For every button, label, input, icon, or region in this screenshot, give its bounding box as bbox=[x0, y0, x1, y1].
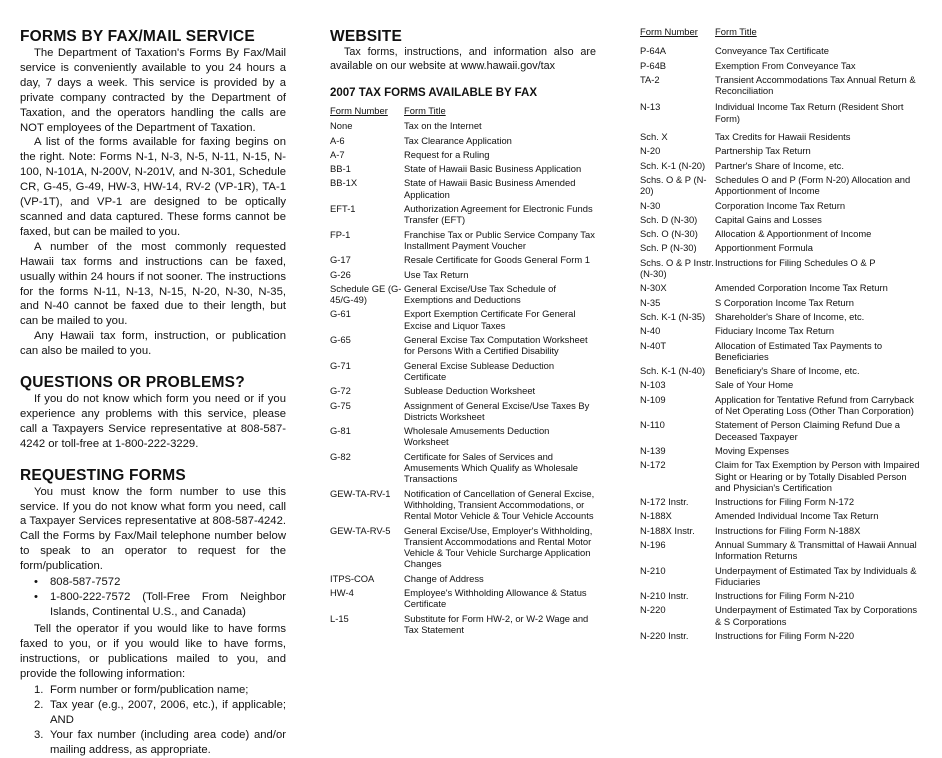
form-title-cell: Exemption From Conveyance Tax bbox=[715, 59, 856, 71]
form-title-cell: Resale Certificate for Goods General Form 1 bbox=[404, 254, 591, 266]
form-number-cell: BB-1X bbox=[330, 177, 358, 189]
heading-forms-by-fax-mail: FORMS BY FAX/MAIL SERVICE bbox=[20, 28, 255, 45]
table-row bbox=[640, 96, 922, 124]
table-row bbox=[640, 157, 922, 171]
form-number-cell: Sch. K-1 (N-40) bbox=[640, 365, 706, 377]
table-row bbox=[330, 357, 596, 383]
form-number-cell: Sch. K-1 (N-20) bbox=[640, 159, 706, 171]
form-title-cell: Transient Accommodations Tax Annual Return & Reconciliation bbox=[715, 73, 916, 97]
table-header-row bbox=[330, 105, 596, 116]
form-title-cell: Allocation of Estimated Tax Payments to Beneficiaries bbox=[715, 339, 883, 362]
heading-questions: QUESTIONS OR PROBLEMS? bbox=[20, 374, 245, 392]
table-row bbox=[640, 601, 922, 627]
form-title-cell: Instructions for Filing Form N-172 bbox=[715, 496, 855, 508]
list-item: 2. Tax year (e.g., 2007, 2006, etc.), if applicable; AND bbox=[34, 699, 286, 727]
bullet-icon: • bbox=[34, 576, 38, 589]
form-number-cell: N-220 Instr. bbox=[640, 630, 689, 642]
table-row bbox=[640, 507, 922, 521]
form-number-cell: N-20 bbox=[640, 145, 661, 157]
table-row bbox=[640, 294, 922, 308]
form-title-cell: General Excise Tax Computation Worksheet for Persons With a Certified Disability bbox=[404, 334, 588, 357]
form-number-cell: L-15 bbox=[330, 612, 349, 624]
form-title-cell: Moving Expenses bbox=[715, 444, 789, 456]
list-item: 1. Form number or form/publication name; bbox=[34, 684, 249, 697]
form-title-cell: Sale of Your Home bbox=[715, 379, 794, 391]
form-number-cell: A-6 bbox=[330, 134, 345, 146]
form-number-cell: Schs. O & P (N-20) bbox=[640, 173, 707, 197]
table-row bbox=[640, 71, 922, 97]
table-row bbox=[640, 124, 922, 142]
form-number-cell: N-188X bbox=[640, 510, 672, 522]
form-title-cell: Allocation & Apportionment of Income bbox=[715, 228, 872, 240]
form-number-cell: N-220 bbox=[640, 604, 666, 616]
table-row bbox=[330, 200, 596, 226]
table-row bbox=[330, 610, 596, 636]
form-title-cell: Request for a Ruling bbox=[404, 148, 490, 160]
heading-requesting-forms: REQUESTING FORMS bbox=[20, 466, 186, 484]
table-row bbox=[640, 171, 922, 197]
form-number-cell: GEW-TA-RV-1 bbox=[330, 487, 391, 499]
form-title-cell: Notification of Cancellation of General Excise, Withholding, Transient Accommodations, or Rental Motor Vehicle & Tour Vehicle Accounts bbox=[404, 487, 595, 522]
heading-website: WEBSITE bbox=[330, 28, 403, 45]
table-row bbox=[640, 211, 922, 225]
column-header-form-number: Form Number bbox=[640, 26, 698, 37]
form-number-cell: N-210 Instr. bbox=[640, 590, 689, 602]
form-title-cell: Tax Credits for Hawaii Residents bbox=[715, 131, 851, 143]
table-row bbox=[330, 226, 596, 252]
table-row bbox=[640, 225, 922, 239]
form-number-cell: N-13 bbox=[640, 101, 661, 113]
phone-number: 1-800-222-7572 (Toll-Free From Neighbor Islands, Continental U.S., and Canada) bbox=[50, 591, 286, 618]
fax-forms-table-continued bbox=[640, 26, 922, 641]
form-title-cell: Authorization Agreement for Electronic Funds Transfer (EFT) bbox=[404, 203, 593, 226]
form-number-cell: None bbox=[330, 120, 353, 132]
paragraph-website: Tax forms, instructions, and information also are available on our website at www.hawaii.gov/tax bbox=[330, 46, 596, 72]
form-title-cell: Apportionment Formula bbox=[715, 242, 813, 254]
form-number-cell: N-30 bbox=[640, 199, 661, 211]
form-title-cell: Wholesale Amusements Deduction Worksheet bbox=[404, 425, 550, 448]
paragraph-service-description: The Department of Taxation's Forms By Fax/Mail service is conveniently available to you 24 hours a day, 7 days a week. This service is provided by a private company contracted by the Department of Taxation, and the operators handling the calls are NOT employees of the Department of Taxation. bbox=[20, 47, 286, 134]
column-website-and-forms bbox=[330, 0, 596, 635]
table-row bbox=[640, 142, 922, 156]
form-number-cell: N-188X Instr. bbox=[640, 524, 695, 536]
form-number-cell: Schs. O & P Instr. (N-30) bbox=[640, 256, 714, 280]
form-title-cell: Conveyance Tax Certificate bbox=[715, 45, 829, 57]
form-title-cell: Export Exemption Certificate For General Excise and Liquor Taxes bbox=[404, 308, 576, 331]
table-row bbox=[330, 448, 596, 485]
form-number-cell: N-103 bbox=[640, 379, 666, 391]
form-title-cell: Instructions for Filing Form N-210 bbox=[715, 590, 855, 602]
column-header-form-number: Form Number bbox=[330, 105, 388, 116]
form-number-cell: G-82 bbox=[330, 450, 351, 462]
form-number-cell: N-40 bbox=[640, 325, 661, 337]
table-row bbox=[330, 132, 596, 146]
table-row bbox=[330, 251, 596, 265]
form-number-cell: GEW-TA-RV-5 bbox=[330, 524, 391, 536]
table-row bbox=[640, 522, 922, 536]
table-row bbox=[330, 280, 596, 306]
phone-number-list bbox=[20, 575, 286, 620]
table-row bbox=[640, 562, 922, 588]
form-number-cell: Schedule GE (G-45/G-49) bbox=[330, 282, 402, 306]
form-title-cell: Instructions for Filing Schedules O & P bbox=[715, 256, 876, 268]
table-row bbox=[330, 331, 596, 357]
phone-number: 808-587-7572 bbox=[50, 576, 121, 589]
form-number-cell: N-30X bbox=[640, 282, 667, 294]
form-number-cell: N-172 bbox=[640, 459, 666, 471]
form-title-cell: Franchise Tax or Public Service Company Tax Installment Payment Voucher bbox=[404, 228, 595, 251]
column-fax-mail-info bbox=[20, 0, 286, 758]
form-number-cell: ITPS-COA bbox=[330, 572, 375, 584]
form-title-cell: Individual Income Tax Return (Resident Short Form) bbox=[715, 101, 904, 124]
table-row bbox=[640, 391, 922, 417]
form-number-cell: TA-2 bbox=[640, 73, 660, 85]
form-number-cell: G-81 bbox=[330, 425, 351, 437]
paragraph-common-forms: A number of the most commonly requested Hawaii tax forms and instructions can be faxed, usually within 24 hours if not sooner. The instructions for the forms N-11, N-13, N-15, N-20, N-30, N-35, and N-40 cannot be faxed due to their length, but can be mailed to you. bbox=[20, 240, 286, 328]
form-title-cell: Partnership Tax Return bbox=[715, 145, 811, 157]
bullet-icon: • bbox=[34, 591, 38, 603]
table-row bbox=[640, 239, 922, 253]
form-title-cell: Underpayment of Estimated Tax by Individuals & Fiduciaries bbox=[715, 564, 917, 587]
table-row bbox=[330, 305, 596, 331]
form-title-cell: Annual Summary & Transmittal of Hawaii Annual Information Returns bbox=[715, 538, 917, 562]
form-number-cell: FP-1 bbox=[330, 228, 351, 240]
form-title-cell: State of Hawaii Basic Business Amended Application bbox=[404, 177, 576, 200]
form-title-cell: State of Hawaii Basic Business Application bbox=[404, 163, 582, 175]
paragraph-requesting-intro: You must know the form number to use this service. If you do not know what form you need, call a Taxpayer Services representative at 808-587-4242. Call the Forms by Fax/Mail telephone number below to speak to an operator to request for the form/publication. bbox=[20, 485, 286, 573]
paragraph-operator-instructions: Tell the operator if you would like to have forms faxed to you, or if you would like to have forms, instructions, or publications mailed to you, and provide the following information: bbox=[20, 622, 286, 680]
form-number-cell: N-196 bbox=[640, 538, 666, 550]
table-row bbox=[640, 416, 922, 442]
table-row bbox=[640, 627, 922, 641]
table-row bbox=[640, 442, 922, 456]
form-title-cell: Application for Tentative Refund from Carryback of Net Operating Loss (Other Than Corporation) bbox=[715, 393, 914, 417]
form-title-cell: Use Tax Return bbox=[404, 268, 469, 280]
form-title-cell: Substitute for Form HW-2, or W-2 Wage and Tax Statement bbox=[404, 612, 589, 635]
form-title-cell: Tax on the Internet bbox=[404, 120, 482, 132]
table-row bbox=[330, 116, 596, 131]
form-number-cell: G-71 bbox=[330, 359, 351, 371]
column-header-form-title: Form Title bbox=[715, 26, 757, 37]
form-title-cell: Tax Clearance Application bbox=[404, 134, 512, 146]
form-number-cell: G-17 bbox=[330, 254, 351, 266]
list-item: 3. Your fax number (including area code) and/or mailing address, as appropriate. bbox=[34, 729, 286, 757]
form-title-cell: Sublease Deduction Worksheet bbox=[404, 385, 536, 397]
table-row bbox=[640, 308, 922, 322]
table-row bbox=[330, 397, 596, 423]
table-row bbox=[330, 584, 596, 610]
form-number-cell: N-109 bbox=[640, 393, 666, 405]
fax-forms-table-body bbox=[330, 116, 596, 635]
form-number-cell: A-7 bbox=[330, 148, 345, 160]
form-number-cell: HW-4 bbox=[330, 586, 354, 598]
form-title-cell: Change of Address bbox=[404, 572, 484, 584]
table-row bbox=[640, 197, 922, 211]
form-title-cell: Shareholder's Share of Income, etc. bbox=[715, 310, 865, 322]
form-title-cell: Partner's Share of Income, etc. bbox=[715, 159, 844, 171]
table-row bbox=[640, 376, 922, 390]
table-row bbox=[330, 146, 596, 160]
form-title-cell: General Excise/Use Tax Schedule of Exemptions and Deductions bbox=[404, 282, 556, 306]
table-row bbox=[330, 266, 596, 280]
form-title-cell: Underpayment of Estimated Tax by Corporations & S Corporations bbox=[715, 604, 918, 627]
table-row bbox=[640, 37, 922, 56]
table-row bbox=[640, 456, 922, 493]
table-row bbox=[640, 337, 922, 363]
form-number-cell: G-26 bbox=[330, 268, 351, 280]
form-number-cell: G-65 bbox=[330, 334, 351, 346]
form-number-cell: Sch. P (N-30) bbox=[640, 242, 697, 254]
paragraph-forms-list-note: A list of the forms available for faxing begins on the right. Note: Forms N-1, N-3, N-5, N-11, N-15, N-100, N-101A, N-200V, N-201V, and N-301, Schedule CR, G-45, G-49, HW-3, HW-14, RV-2 (VP-1R), TA-1 (VP-1T), and VP-1 are designed to be optically scanned and data captured. These forms cannot be faxed, but can be mailed to you. bbox=[20, 136, 286, 238]
form-title-cell: Claim for Tax Exemption by Person with Impaired Sight or Hearing or by Totally Disabled Person and Physician's Certification bbox=[715, 459, 920, 493]
table-row bbox=[640, 587, 922, 601]
form-title-cell: Employee's Withholding Allowance & Status Certificate bbox=[404, 586, 587, 610]
fax-forms-table-continued-body bbox=[640, 37, 922, 641]
list-item bbox=[34, 590, 286, 620]
table-row bbox=[330, 422, 596, 448]
form-number-cell: P-64B bbox=[640, 59, 667, 71]
form-number-cell: G-72 bbox=[330, 385, 351, 397]
form-title-cell: Capital Gains and Losses bbox=[715, 213, 822, 225]
table-row bbox=[640, 536, 922, 562]
form-title-cell: Corporation Income Tax Return bbox=[715, 199, 846, 211]
form-title-cell: General Excise Sublease Deduction Certificate bbox=[404, 359, 555, 382]
form-number-cell: N-40T bbox=[640, 339, 667, 351]
form-title-cell: Amended Individual Income Tax Return bbox=[715, 510, 879, 522]
form-title-cell: Beneficiary's Share of Income, etc. bbox=[715, 365, 860, 377]
form-number-cell: N-210 bbox=[640, 564, 666, 576]
table-row bbox=[640, 362, 922, 376]
form-title-cell: Instructions for Filing Form N-188X bbox=[715, 524, 861, 536]
form-number-cell: N-172 Instr. bbox=[640, 496, 689, 508]
form-number-cell: Sch. K-1 (N-35) bbox=[640, 310, 706, 322]
form-title-cell: S Corporation Income Tax Return bbox=[715, 296, 854, 308]
table-row bbox=[330, 174, 596, 200]
table-row bbox=[330, 485, 596, 522]
table-row bbox=[640, 279, 922, 293]
table-row bbox=[640, 57, 922, 71]
form-number-cell: Sch. O (N-30) bbox=[640, 228, 698, 240]
required-info-list bbox=[20, 683, 286, 758]
form-number-cell: G-61 bbox=[330, 308, 351, 320]
table-row bbox=[640, 493, 922, 507]
form-title-cell: Amended Corporation Income Tax Return bbox=[715, 282, 888, 294]
table-row bbox=[330, 570, 596, 584]
form-title-cell: Fiduciary Income Tax Return bbox=[715, 325, 835, 337]
table-row bbox=[330, 522, 596, 570]
table-row bbox=[640, 322, 922, 336]
form-number-cell: N-110 bbox=[640, 419, 665, 431]
form-number-cell: G-75 bbox=[330, 399, 351, 411]
paragraph-mail-any-form: Any Hawaii tax form, instruction, or publication can also be mailed to you. bbox=[20, 330, 286, 358]
heading-2007-tax-forms: 2007 TAX FORMS AVAILABLE BY FAX bbox=[330, 87, 538, 99]
form-number-cell: N-139 bbox=[640, 444, 666, 456]
table-header-row bbox=[640, 26, 922, 37]
form-number-cell: Sch. D (N-30) bbox=[640, 213, 698, 225]
table-row bbox=[640, 254, 922, 280]
form-title-cell: Instructions for Filing Form N-220 bbox=[715, 630, 855, 642]
table-row bbox=[330, 382, 596, 396]
form-number-cell: BB-1 bbox=[330, 163, 351, 175]
form-number-cell: P-64A bbox=[640, 45, 667, 57]
column-forms-continued bbox=[640, 0, 922, 641]
form-title-cell: Statement of Person Claiming Refund Due a Deceased Taxpayer bbox=[715, 419, 900, 442]
form-title-cell: Assignment of General Excise/Use Taxes By Districts Worksheet bbox=[404, 399, 590, 422]
table-row bbox=[330, 160, 596, 174]
form-number-cell: N-35 bbox=[640, 296, 661, 308]
list-item bbox=[34, 575, 286, 590]
form-number-cell: Sch. X bbox=[640, 131, 668, 143]
fax-forms-table bbox=[330, 105, 596, 635]
form-title-cell: General Excise/Use, Employer's Withholding, Transient Accommodations and Rental Motor Vehicle & Tour Vehicle Surcharge Application Changes bbox=[404, 524, 593, 570]
column-header-form-title: Form Title bbox=[404, 105, 446, 116]
form-title-cell: Schedules O and P (Form N-20) Allocation and Apportionment of Income bbox=[715, 173, 911, 197]
paragraph-questions: If you do not know which form you need or if you experience any problems with this service, please call a Taxpayers Service representative at 808-587-4242 or toll-free at 1-800-222-3229. bbox=[20, 393, 286, 450]
form-title-cell: Certificate for Sales of Services and Amusements Which Qualify as Wholesale Transactions bbox=[404, 450, 579, 485]
form-number-cell: EFT-1 bbox=[330, 203, 356, 215]
